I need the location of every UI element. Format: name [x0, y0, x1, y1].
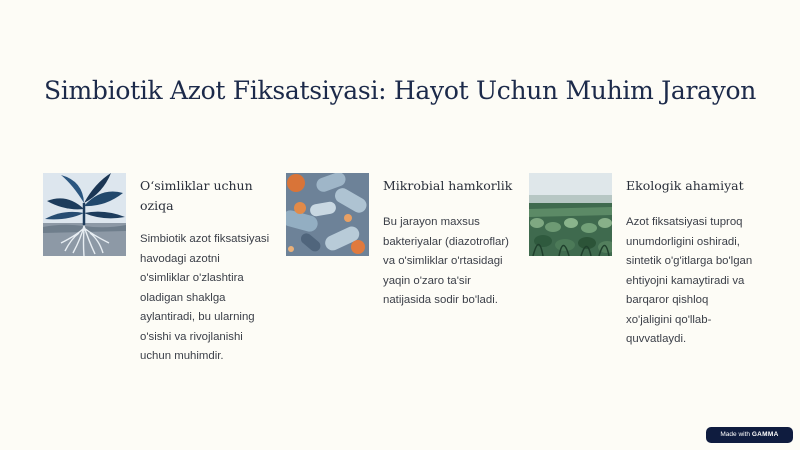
card-body: Simbiotik azot fiksatsiyasi havodagi azotni o'simliklar o'zlashtira oladigan shaklga aylantiradi, bu ularning o'sishi va rivojlanishi uchun muhimdir.: [140, 233, 270, 362]
badge-brand: GAMMA: [751, 431, 779, 438]
card-body: Bu jarayon maxsus bakteriyalar (diazotroflar) va o'simliklar o'rtasidagi yaqin o'zaro ta'sir natijasida sodir bo'ladi.: [383, 216, 509, 306]
bacteria-image: [286, 173, 369, 256]
field-image: [529, 173, 612, 256]
crop-field-illustration: [529, 173, 612, 256]
card-title: Oʻsimliklar uchun oziqa: [140, 178, 253, 213]
slide-title: Simbiotik Azot Fiksatsiyasi: Hayot Uchun Muhim Jarayon: [44, 76, 757, 105]
bacteria-illustration: [286, 173, 369, 256]
made-with-gamma-badge[interactable]: [706, 427, 793, 443]
plant-roots-illustration: [43, 173, 126, 256]
badge-prefix: Made with: [720, 431, 751, 438]
card-title: Mikrobial hamkorlik: [383, 178, 513, 193]
card-body: Azot fiksatsiyasi tuproq unumdorligini oshiradi, sintetik o'g'itlarga bo'lgan ehtiyojni kamaytiradi va barqaror qishloq xo'jaligini qo'llab-quvvatlaydi.: [626, 216, 753, 345]
plant-roots-image: [43, 173, 126, 256]
card-title: Ekologik ahamiyat: [626, 178, 744, 193]
